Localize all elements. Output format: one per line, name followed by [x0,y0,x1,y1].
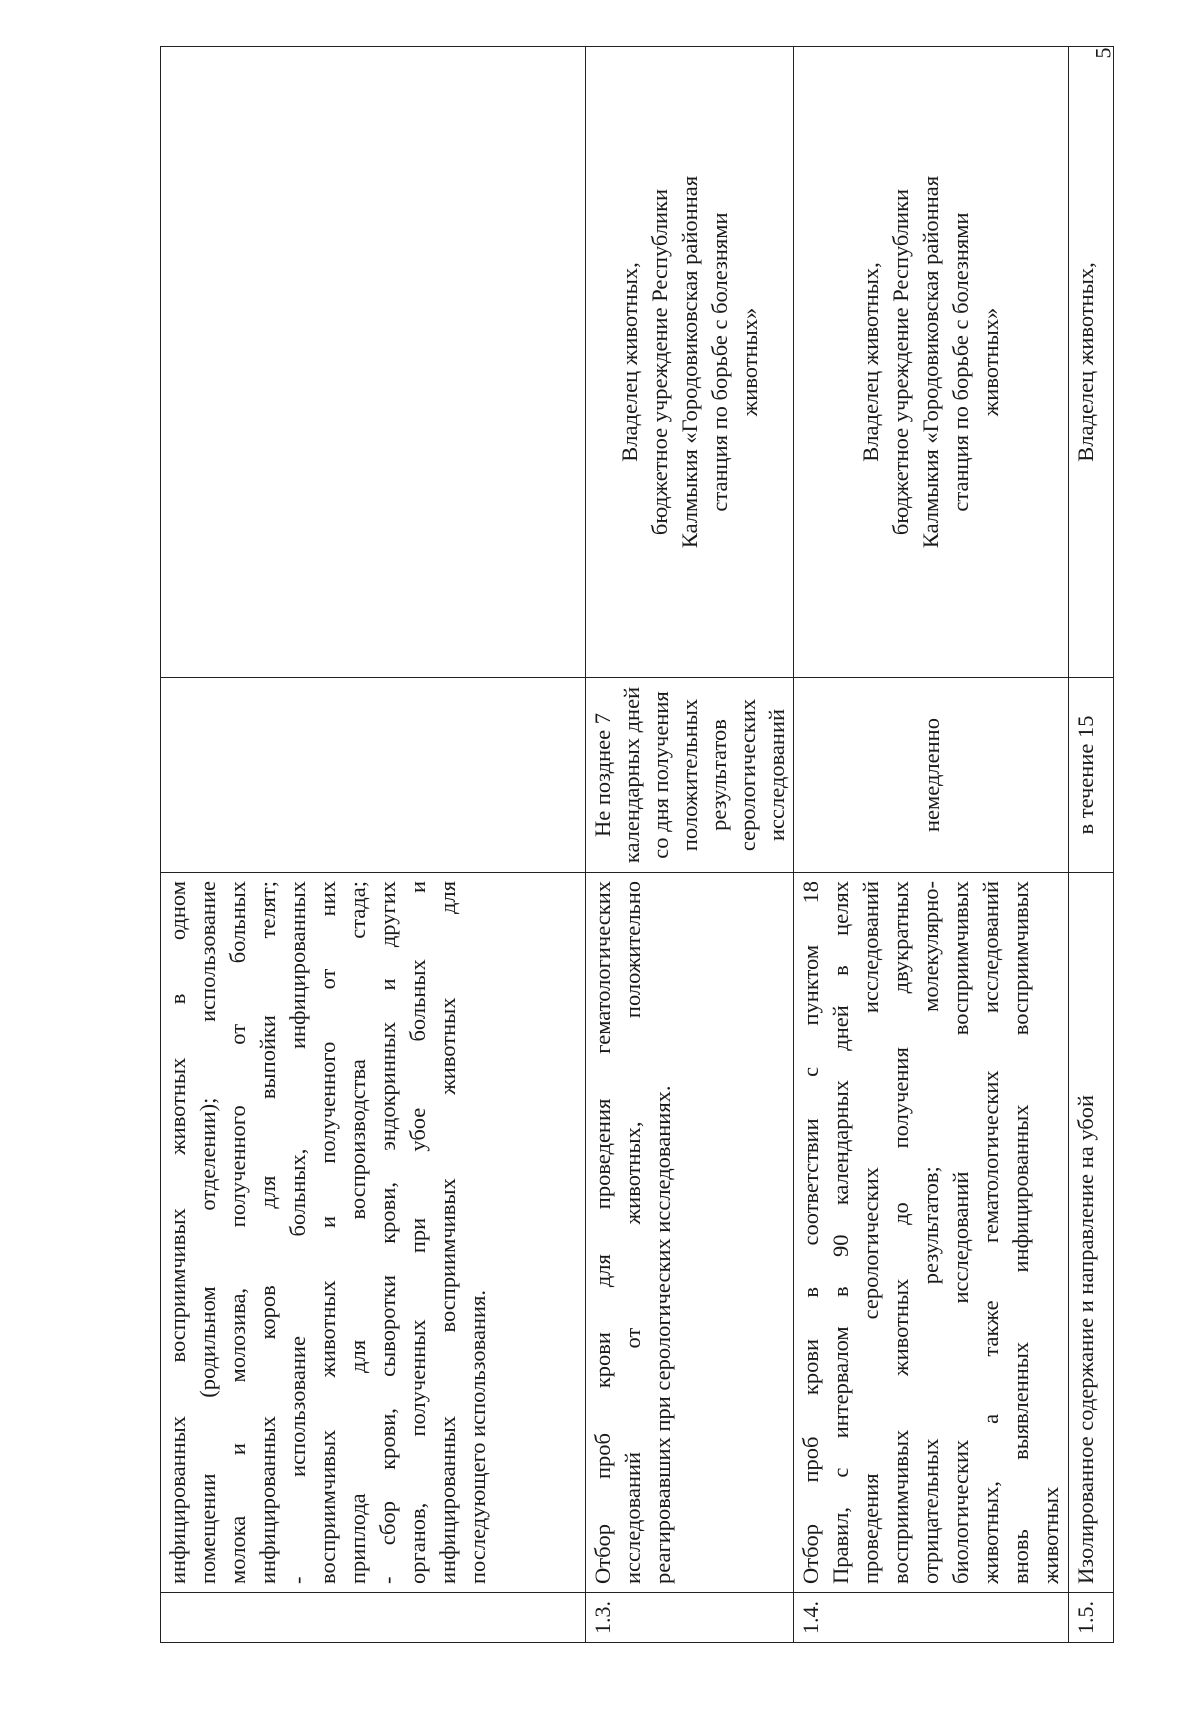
measures-table-body [161,47,1114,1643]
action-line: проведения серологических исследований [858,881,883,1584]
action-cell [161,873,586,1593]
resp-line: Калмыкия «Городовиковская районная [918,175,943,549]
term-line: со дня получения [648,691,673,859]
action-line: Изолированное содержание и направление на убой [1073,1094,1098,1584]
row-number-cell [161,1593,586,1643]
action-line: животных [1038,1486,1063,1584]
responsible-cell [161,47,586,678]
action-line: восприимчивых животных и полученного от них [315,881,340,1584]
action-line: органов, полученных при убое больных и [405,881,430,1584]
resp-line: станция по борьбе с болезнями [948,212,973,512]
resp-line: станция по борьбе с болезнями [706,212,732,512]
action-line: последующего использования. [465,1289,490,1584]
table-row [161,47,586,1643]
action-line: инфицированных восприимчивых животных в одном [165,881,190,1584]
table-row [794,47,1069,1643]
row-number-cell: 1.5. [1069,1593,1114,1643]
responsible-cell [1069,47,1114,678]
action-cell [1069,873,1114,1593]
action-line: реагировавших при серологических исследованиях. [650,1085,675,1584]
action-line: животных, а также гематологических исследований [978,881,1003,1584]
resp-line: бюджетное учреждение Республики [888,188,913,536]
measures-table-wrapper [160,47,1098,1643]
resp-line: Владелец животных, [858,262,883,462]
action-cell [586,873,794,1593]
action-line: биологических исследований восприимчивых [948,881,973,1584]
term-line: результатов [706,719,731,831]
term-line: положительных [677,698,702,852]
term-cell [161,678,586,873]
table-row [586,47,794,1643]
action-line: помещении (родильном отделении); использование [195,881,220,1584]
action-line: Отбор проб крови в соответствии с пунктом 18 [798,881,823,1584]
table-row [1069,47,1114,1643]
action-line: восприимчивых животных до получения двукратных [888,881,913,1584]
action-line: Правил, с интервалом в 90 календарных дней в целях [828,881,853,1584]
term-cell [586,678,794,873]
action-line: молока и молозива, полученного от больных [225,881,250,1584]
term-cell [794,678,1069,873]
action-cell [794,873,1069,1593]
page-number: 5 [1090,47,1116,59]
term-line: немедленно [918,718,944,832]
resp-line: животных» [978,307,1003,417]
resp-line: Калмыкия «Городовиковская районная [676,175,702,549]
term-line: серологических [735,698,760,852]
action-line: приплода для воспроизводства стада; [345,881,370,1584]
row-number-cell: 1.4. [794,1593,1069,1643]
resp-line: бюджетное учреждение Республики [646,188,672,536]
responsible-cell [794,47,1069,678]
resp-line: животных» [736,307,762,417]
action-line: отрицательных результатов; молекулярно- [918,881,943,1584]
term-line: в течение 15 [1073,715,1098,835]
resp-line: Владелец животных, [616,262,642,462]
term-line: календарных дней [619,686,644,864]
measures-table [160,46,1114,1643]
resp-line: Владелец животных, [1073,262,1098,462]
term-cell [1069,678,1114,873]
action-line: - использование больных, инфицированных [285,881,310,1584]
term-line: исследований [764,708,789,842]
action-line: Отбор проб крови для проведения гематологических [590,881,615,1584]
action-line: вновь выявленных инфицированных восприимчивых [1008,881,1033,1584]
term-line: Не позднее 7 [590,713,615,837]
responsible-cell [586,47,794,678]
row-number-cell: 1.3. [586,1593,794,1643]
action-line: инфицированных коров для выпойки телят; [255,881,280,1584]
action-line: исследований от животных, положительно [620,881,645,1584]
action-line: - сбор крови, сыворотки крови, эндокринных и других [375,881,400,1584]
rotated-table-container [160,47,1098,1643]
action-line: инфицированных восприимчивых животных для [435,881,460,1584]
